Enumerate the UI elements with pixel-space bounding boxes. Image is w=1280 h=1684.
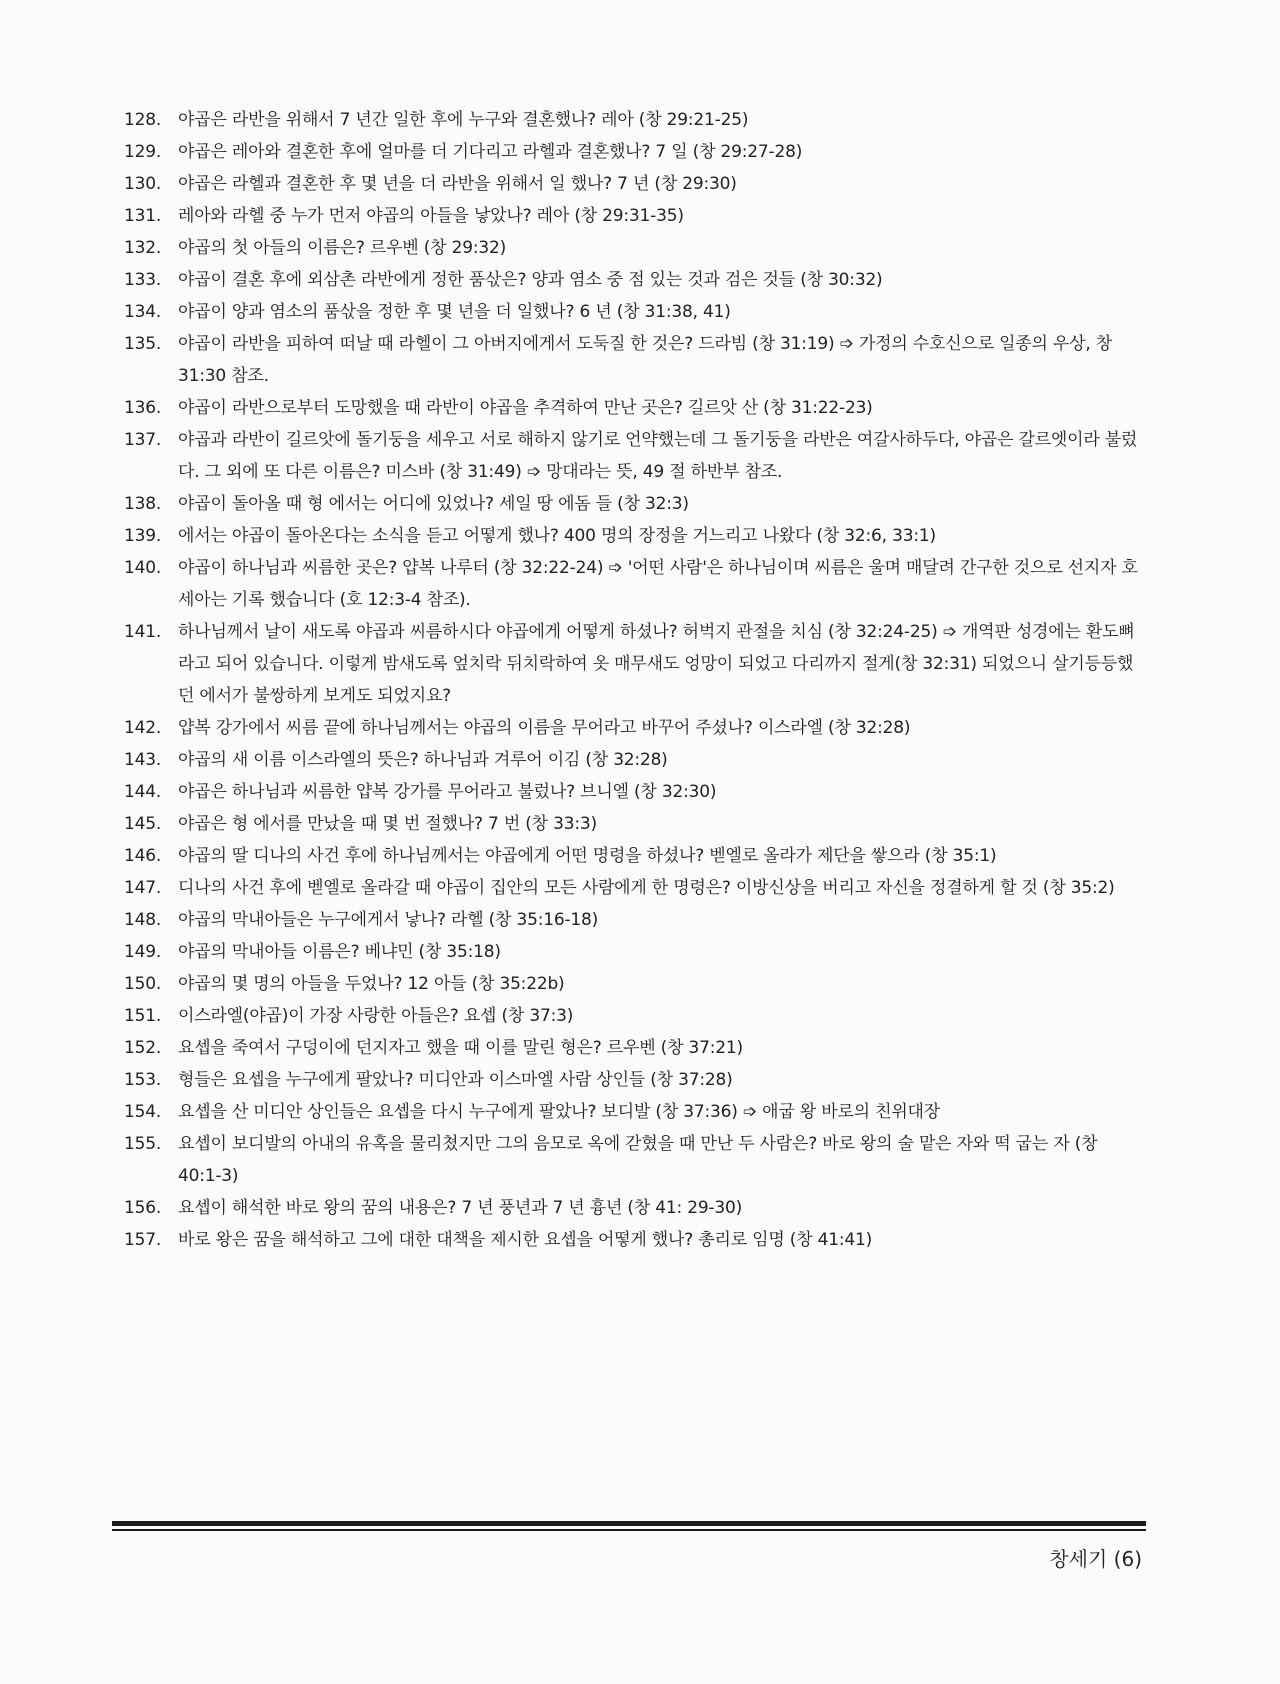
item-number: 132. [124,238,162,258]
item-text: 야곱은 라반을 위해서 7 년간 일한 후에 누구와 결혼했나? 레아 (창 29:21-25) [178,110,749,130]
item-number: 155. [124,1134,162,1154]
item-text: 야곱의 첫 아들의 이름은? 르우벤 (창 29:32) [178,238,507,258]
item-number: 128. [124,110,162,130]
list-item [124,744,1144,776]
item-text: 요셉이 보디발의 아내의 유혹을 물리쳤지만 그의 음모로 옥에 갇혔을 때 만난 두 사람은? 바로 왕의 술 맡은 자와 떡 굽는 자 (창 40:1-3) [178,1134,1098,1186]
item-text: 야곱의 막내아들 이름은? 베냐민 (창 35:18) [178,942,501,962]
item-text: 야곱이 결혼 후에 외삼촌 라반에게 정한 품삯은? 양과 염소 중 점 있는 것과 검은 것들 (창 30:32) [178,270,883,290]
list-item [124,104,1144,136]
item-number: 143. [124,750,162,770]
item-text: 야곱은 레아와 결혼한 후에 얼마를 더 기다리고 라헬과 결혼했나? 7 일 (창 29:27-28) [178,142,803,162]
list-item [124,232,1144,264]
item-text: 야곱은 하나님과 씨름한 얍복 강가를 무어라고 불렀나? 브니엘 (창 32:30) [178,782,717,802]
item-number: 152. [124,1038,162,1058]
list-item [124,424,1144,488]
list-item [124,1032,1144,1064]
item-text: 야곱은 형 에서를 만났을 때 몇 번 절했나? 7 번 (창 33:3) [178,814,597,834]
item-text: 얍복 강가에서 씨름 끝에 하나님께서는 야곱의 이름을 무어라고 바꾸어 주셨나? 이스라엘 (창 32:28) [178,718,911,738]
list-item [124,904,1144,936]
item-text: 요셉을 산 미디안 상인들은 요셉을 다시 누구에게 팔았나? 보디발 (창 37:36) ➩ 애굽 왕 바로의 친위대장 [178,1102,940,1122]
list-item [124,1064,1144,1096]
list-item [124,1000,1144,1032]
item-text: 야곱이 양과 염소의 품삯을 정한 후 몇 년을 더 일했나? 6 년 (창 31:38, 41) [178,302,731,322]
item-number: 150. [124,974,162,994]
item-text: 에서는 야곱이 돌아온다는 소식을 듣고 어떻게 했나? 400 명의 장정을 거느리고 나왔다 (창 32:6, 33:1) [178,526,936,546]
list-item [124,264,1144,296]
item-text: 요셉을 죽여서 구덩이에 던지자고 했을 때 이를 말린 형은? 르우벤 (창 37:21) [178,1038,743,1058]
item-text: 야곱의 몇 명의 아들을 두었나? 12 아들 (창 35:22b) [178,974,565,994]
item-number: 145. [124,814,162,834]
list-item [124,136,1144,168]
footer-divider-thin [112,1529,1146,1531]
item-number: 141. [124,622,162,642]
list-item [124,1096,1144,1128]
item-text: 야곱의 새 이름 이스라엘의 뜻은? 하나님과 겨루어 이김 (창 32:28) [178,750,668,770]
item-number: 148. [124,910,162,930]
list-item [124,872,1144,904]
item-number: 133. [124,270,162,290]
item-number: 131. [124,206,162,226]
item-text: 이스라엘(야곱)이 가장 사랑한 아들은? 요셉 (창 37:3) [178,1006,574,1026]
page-footer: 창세기 (6) [1049,1547,1142,1571]
item-number: 136. [124,398,162,418]
item-text: 바로 왕은 꿈을 해석하고 그에 대한 대책을 제시한 요셉을 어떻게 했나? 총리로 임명 (창 41:41) [178,1230,873,1250]
item-number: 134. [124,302,162,322]
list-item [124,712,1144,744]
item-text: 레아와 라헬 중 누가 먼저 야곱의 아들을 낳았나? 레아 (창 29:31-35) [178,206,684,226]
item-number: 140. [124,558,162,578]
list-item [124,488,1144,520]
item-text: 야곱이 하나님과 씨름한 곳은? 얍복 나루터 (창 32:22-24) ➩ '어떤 사람'은 하나님이며 씨름은 울며 매달려 간구한 것으로 선지자 호세아는 기록 했습니다 (호 12:3-4 참조). [178,558,1138,610]
item-text: 야곱이 돌아올 때 형 에서는 어디에 있었나? 세일 땅 에돔 들 (창 32:3) [178,494,689,514]
list-item [124,840,1144,872]
list-item [124,200,1144,232]
item-number: 147. [124,878,162,898]
item-text: 디나의 사건 후에 벧엘로 올라갈 때 야곱이 집안의 모든 사람에게 한 명령은? 이방신상을 버리고 자신을 정결하게 할 것 (창 35:2) [178,878,1115,898]
list-item [124,552,1144,616]
item-number: 153. [124,1070,162,1090]
item-number: 151. [124,1006,162,1026]
item-text: 야곱은 라헬과 결혼한 후 몇 년을 더 라반을 위해서 일 했나? 7 년 (창 29:30) [178,174,737,194]
list-item [124,168,1144,200]
item-number: 157. [124,1230,162,1250]
item-number: 135. [124,334,162,354]
list-item [124,616,1144,712]
item-number: 142. [124,718,162,738]
item-number: 139. [124,526,162,546]
footer-divider-thick [112,1521,1146,1526]
item-number: 138. [124,494,162,514]
item-text: 형들은 요셉을 누구에게 팔았나? 미디안과 이스마엘 사람 상인들 (창 37:28) [178,1070,733,1090]
item-text: 야곱의 막내아들은 누구에게서 낳나? 라헬 (창 35:16-18) [178,910,599,930]
item-number: 149. [124,942,162,962]
item-text: 야곱이 라반을 피하여 떠날 때 라헬이 그 아버지에게서 도둑질 한 것은? 드라빔 (창 31:19) ➩ 가정의 수호신으로 일종의 우상, 창 31:30 참조. [178,334,1113,386]
list-item [124,328,1144,392]
item-text: 야곱이 라반으로부터 도망했을 때 라반이 야곱을 추격하여 만난 곳은? 길르앗 산 (창 31:22-23) [178,398,873,418]
list-item [124,776,1144,808]
list-item [124,296,1144,328]
item-text: 하나님께서 날이 새도록 야곱과 씨름하시다 야곱에게 어떻게 하셨나? 허벅지 관절을 치심 (창 32:24-25) ➩ 개역판 성경에는 환도뼈라고 되어 있습니다. 이렇게 밤새도록 엎치락 뒤치락하여 옷 매무새도 엉망이 되었고 다리까지 절게(창 32:31) 되었으니 살기등등했던 에서가 불쌍하게 보게도 되었지요? [178,622,1135,706]
list-item [124,392,1144,424]
item-text: 요셉이 해석한 바로 왕의 꿈의 내용은? 7 년 풍년과 7 년 흉년 (창 41: 29-30) [178,1198,743,1218]
item-text: 야곱의 딸 디나의 사건 후에 하나님께서는 야곱에게 어떤 명령을 하셨나? 벧엘로 올라가 제단을 쌓으라 (창 35:1) [178,846,997,866]
item-number: 129. [124,142,162,162]
item-text: 야곱과 라반이 길르앗에 돌기둥을 세우고 서로 해하지 않기로 언약했는데 그 돌기둥을 라반은 여갈사하두다, 야곱은 갈르엣이라 불렀다. 그 외에 또 다른 이름은? 미스바 (창 31:49) ➩ 망대라는 뜻, 49 절 하반부 참조. [178,430,1138,482]
list-item [124,808,1144,840]
item-number: 137. [124,430,162,450]
item-number: 156. [124,1198,162,1218]
list-item [124,1192,1144,1224]
list-item [124,936,1144,968]
item-number: 130. [124,174,162,194]
item-number: 146. [124,846,162,866]
list-item [124,1224,1144,1256]
list-item [124,520,1144,552]
question-list [124,104,1144,1256]
item-number: 154. [124,1102,162,1122]
list-item [124,968,1144,1000]
item-number: 144. [124,782,162,802]
list-item [124,1128,1144,1192]
